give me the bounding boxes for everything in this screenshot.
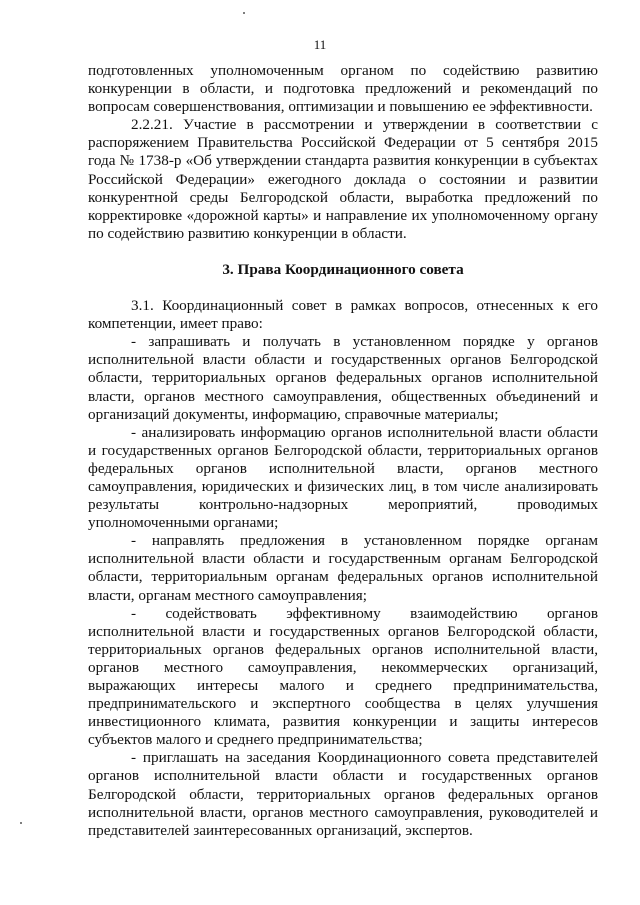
scan-speck	[20, 822, 22, 824]
list-item-request-documents: - запрашивать и получать в установленном порядке у органов исполнительной власти области и государственных органов Белгородской области, территориальных органов федеральных органов исполнительной власти, органов местного самоуправления, общественных объединений и организаций документы, информацию, справочные материалы;	[88, 333, 598, 423]
paragraph-continuation: подготовленных уполномоченным органом по содействию развитию конкуренции в области, и подготовка предложений и рекомендаций по вопросам совершенствования, оптимизации и повышению ее эффективности.	[88, 62, 598, 116]
section-heading: 3. Права Координационного совета	[222, 260, 464, 278]
document-body	[88, 62, 598, 840]
scan-speck	[243, 12, 245, 14]
paragraph-2-2-21: 2.2.21. Участие в рассмотрении и утверждении в соответствии с распоряжением Правительства Российской Федерации от 5 сентября 2015 года № 1738-р «Об утверждении стандарта развития конкуренции в субъектах Российской Федерации» ежегодного доклада о состоянии и развитии конкурентной среды Белгородской области, выработка предложений по корректировке «дорожной карты» и направление их уполномоченному органу по содействию развитию конкуренции в области.	[88, 116, 598, 242]
page-number: 11	[313, 37, 327, 52]
list-item-promote-interaction: - содействовать эффективному взаимодействию органов исполнительной власти и государственных органов Белгородской области, территориальных органов федеральных органов исполнительной власти, органов местного самоуправления, некоммерческих организаций, выражающих интересы малого и среднего предпринимательства, предпринимательского и экспертного сообщества в целях улучшения инвестиционного климата, развития конкуренции и защиты интересов субъектов малого и среднего предпринимательства;	[88, 604, 598, 749]
paragraph-3-1: 3.1. Координационный совет в рамках вопросов, отнесенных к его компетенции, имеет право:	[88, 297, 598, 333]
list-item-send-proposals: - направлять предложения в установленном порядке органам исполнительной власти области и государственным органам Белгородской области, территориальным органам федеральных органов исполнительной власти, органам местного самоуправления;	[88, 532, 598, 604]
list-item-analyze-information: - анализировать информацию органов исполнительной власти области и государственных органов Белгородской области, территориальных органов федеральных органов исполнительной власти, органов местного самоуправления, юридических и физических лиц, в том числе анализировать результаты контрольно-надзорных мероприятий, проводимых уполномоченными органами;	[88, 423, 598, 532]
list-item-invite-representatives: - приглашать на заседания Координационного совета представителей органов исполнительной власти области и государственных органов Белгородской области, территориальных органов федеральных органов исполнительной власти, органов местного самоуправления, руководителей и представителей заинтересованных организаций, экспертов.	[88, 749, 598, 839]
